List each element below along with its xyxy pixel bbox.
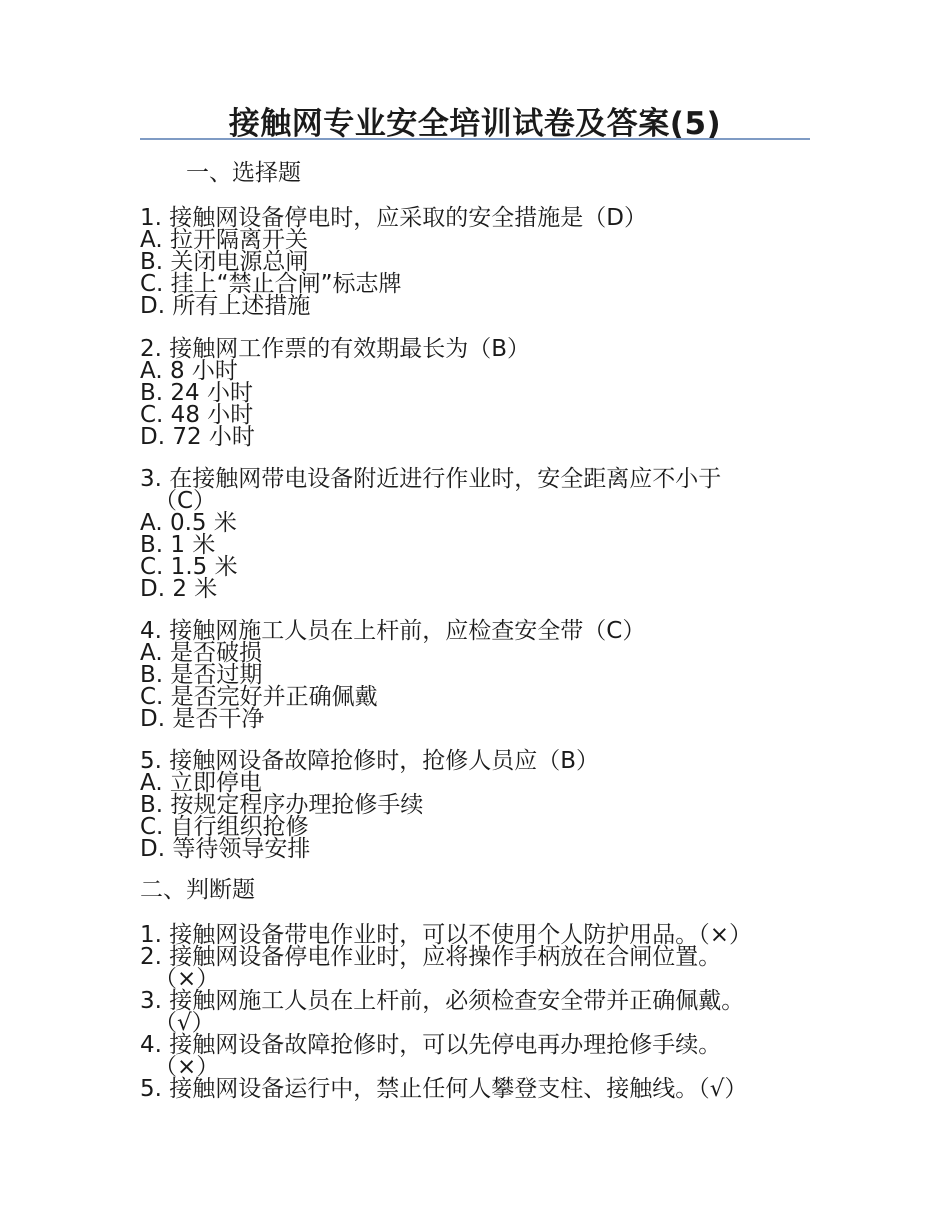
question-5-stem: 5. 接触网设备故障抢修时，抢修人员应（B） (140, 748, 600, 774)
question-3-option-a: A. 0.5 米 (140, 510, 237, 536)
question-2-option-c: C. 48 小时 (140, 402, 254, 428)
question-4-option-b: B. 是否过期 (140, 662, 263, 688)
judge-item-1: 1. 接触网设备带电作业时，可以不使用个人防护用品。（×） (140, 922, 753, 948)
judge-item-2-answer: （×） (154, 966, 220, 992)
judge-item-2: 2. 接触网设备停电作业时，应将操作手柄放在合闸位置。 (140, 944, 722, 970)
page-title: 接触网专业安全培训试卷及答案(5) (228, 106, 722, 142)
question-1-stem: 1. 接触网设备停电时，应采取的安全措施是（D） (140, 205, 647, 231)
judge-item-3-answer: （√） (154, 1010, 215, 1036)
question-3-stem: 3. 在接触网带电设备附近进行作业时，安全距离应不小于 (140, 466, 722, 492)
question-3-option-b: B. 1 米 (140, 532, 216, 558)
question-3-option-c: C. 1.5 米 (140, 554, 238, 580)
judge-item-4-answer: （×） (154, 1054, 220, 1080)
judge-item-4: 4. 接触网设备故障抢修时，可以先停电再办理抢修手续。 (140, 1032, 722, 1058)
question-4-stem: 4. 接触网施工人员在上杆前，应检查安全带（C） (140, 618, 646, 644)
question-2-option-d: D. 72 小时 (140, 424, 255, 450)
section-heading-choice: 一、选择题 (186, 160, 301, 186)
question-1-option-a: A. 拉开隔离开关 (140, 227, 308, 253)
question-5-option-b: B. 按规定程序办理抢修手续 (140, 792, 424, 818)
question-2-stem: 2. 接触网工作票的有效期最长为（B） (140, 336, 531, 362)
question-2-option-a: A. 8 小时 (140, 358, 238, 384)
question-4-option-d: D. 是否干净 (140, 706, 265, 732)
section-heading-judge: 二、判断题 (140, 877, 255, 903)
question-1-option-d: D. 所有上述措施 (140, 293, 311, 319)
question-4-option-c: C. 是否完好并正确佩戴 (140, 684, 378, 710)
judge-item-5: 5. 接触网设备运行中，禁止任何人攀登支柱、接触线。（√） (140, 1076, 748, 1102)
question-4-option-a: A. 是否破损 (140, 640, 262, 666)
question-3-option-d: D. 2 米 (140, 576, 218, 602)
question-5-option-d: D. 等待领导安排 (140, 836, 311, 862)
question-3-stem-answer: （C） (154, 488, 217, 514)
question-5-option-a: A. 立即停电 (140, 770, 262, 796)
title-underline (140, 138, 810, 140)
question-1-option-c: C. 挂上“禁止合闸”标志牌 (140, 271, 402, 297)
judge-item-3: 3. 接触网施工人员在上杆前，必须检查安全带并正确佩戴。 (140, 988, 745, 1014)
question-1-option-b: B. 关闭电源总闸 (140, 249, 309, 275)
question-5-option-c: C. 自行组织抢修 (140, 814, 309, 840)
question-2-option-b: B. 24 小时 (140, 380, 253, 406)
